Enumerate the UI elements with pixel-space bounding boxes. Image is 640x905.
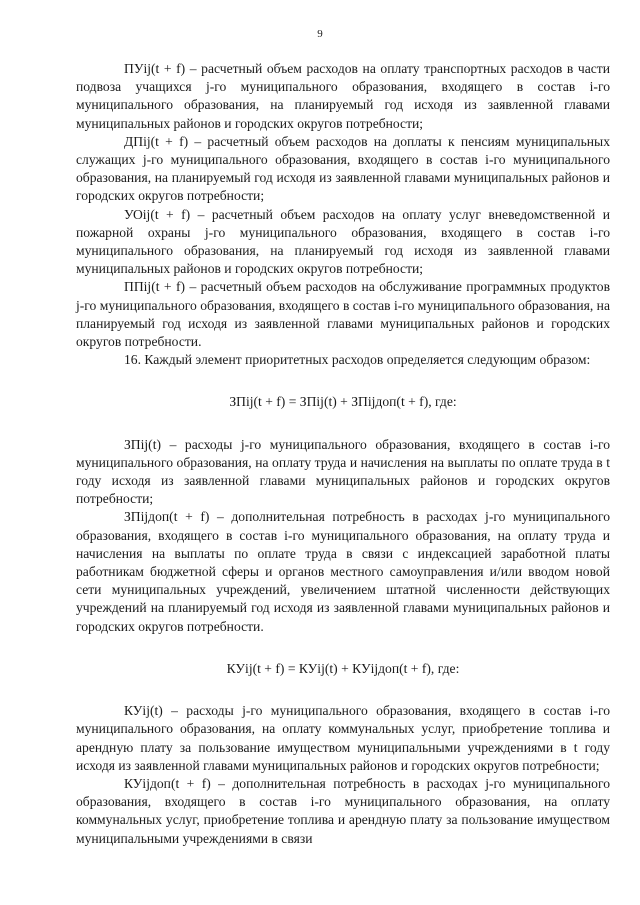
document-body <box>76 60 610 848</box>
paragraph-dp-definition: ДПij(t + f) – расчетный объем расходов на доплаты к пенсиям муниципальных служащих j-го муниципального образования, входящего в состав i-го муниципального образования, на планируемый год исходя из заявленной главами муниципальных районов и городских округов потребности; <box>76 133 610 204</box>
formula-ku: КУij(t + f) = КУij(t) + КУijдоп(t + f), где: <box>226 660 460 676</box>
paragraph-zpdop-definition: ЗПijдоп(t + f) – дополнительная потребность в расходах j-го муниципального образования, входящего в состав i-го муниципального образования, на оплату труда и начисления на выплаты по оплате труда в связи с индексацией заработной платы работникам бюджетной сферы и органов местного самоуправления и/или вводом новой сети муниципальных учреждений, увеличением штатной численности действующих учреждений на планируемый год исходя из заявленной главами муниципальных районов и городских округов потребности. <box>76 509 610 634</box>
page-number: 9 <box>317 28 323 40</box>
paragraph-pu-definition: ПУij(t + f) – расчетный объем расходов на оплату транспортных расходов в части подвоза учащихся j-го муниципального образования, входящего в состав i-го муниципального образования, на планируемый год исходя из заявленной главами муниципальных районов и городских округов потребности; <box>76 61 610 131</box>
paragraph-item-16: 16. Каждый элемент приоритетных расходов определяется следующим образом: <box>124 352 591 368</box>
paragraph-zp-definition: ЗПij(t) – расходы j-го муниципального образования, входящего в состав i-го муниципального образования, на оплату труда и начисления на выплаты по оплате труда в t году исходя из заявленной главами муниципальных районов и городских округов потребности; <box>76 436 610 507</box>
paragraph-ku-definition: КУij(t) – расходы j-го муниципального образования, входящего в состав i-го муниципального образования, на оплату коммунальных услуг, приобретение топлива и арендную плату за пользование имуществом муниципальными учреждениями в t году исходя из заявленной главами муниципальных районов и городских округов потребности; <box>76 703 610 773</box>
paragraph-kudop-definition: КУijдоп(t + f) – дополнительная потребность в расходах j-го муниципального образования, входящего в состав i-го муниципального образования, на оплату коммунальных услуг, приобретение топлива и арендную плату за пользование имуществом муниципальными учреждениями в связи <box>76 775 610 846</box>
formula-zp: ЗПij(t + f) = ЗПij(t) + ЗПijдоп(t + f), где: <box>229 394 457 410</box>
paragraph-uo-definition: УОij(t + f) – расчетный объем расходов на оплату услуг вневедомственной и пожарной охраны j-го муниципального образования, входящего в состав i-го муниципального образования, на планируемый год исходя из заявленной главами муниципальных районов и городских округов потребности; <box>76 206 610 277</box>
paragraph-pp-definition: ППij(t + f) – расчетный объем расходов на обслуживание программных продуктов j-го муниципального образования, входящего в состав i-го муниципального образования, на планируемый год исходя из заявленной главами муниципальных районов и городских округов потребности. <box>76 279 610 350</box>
